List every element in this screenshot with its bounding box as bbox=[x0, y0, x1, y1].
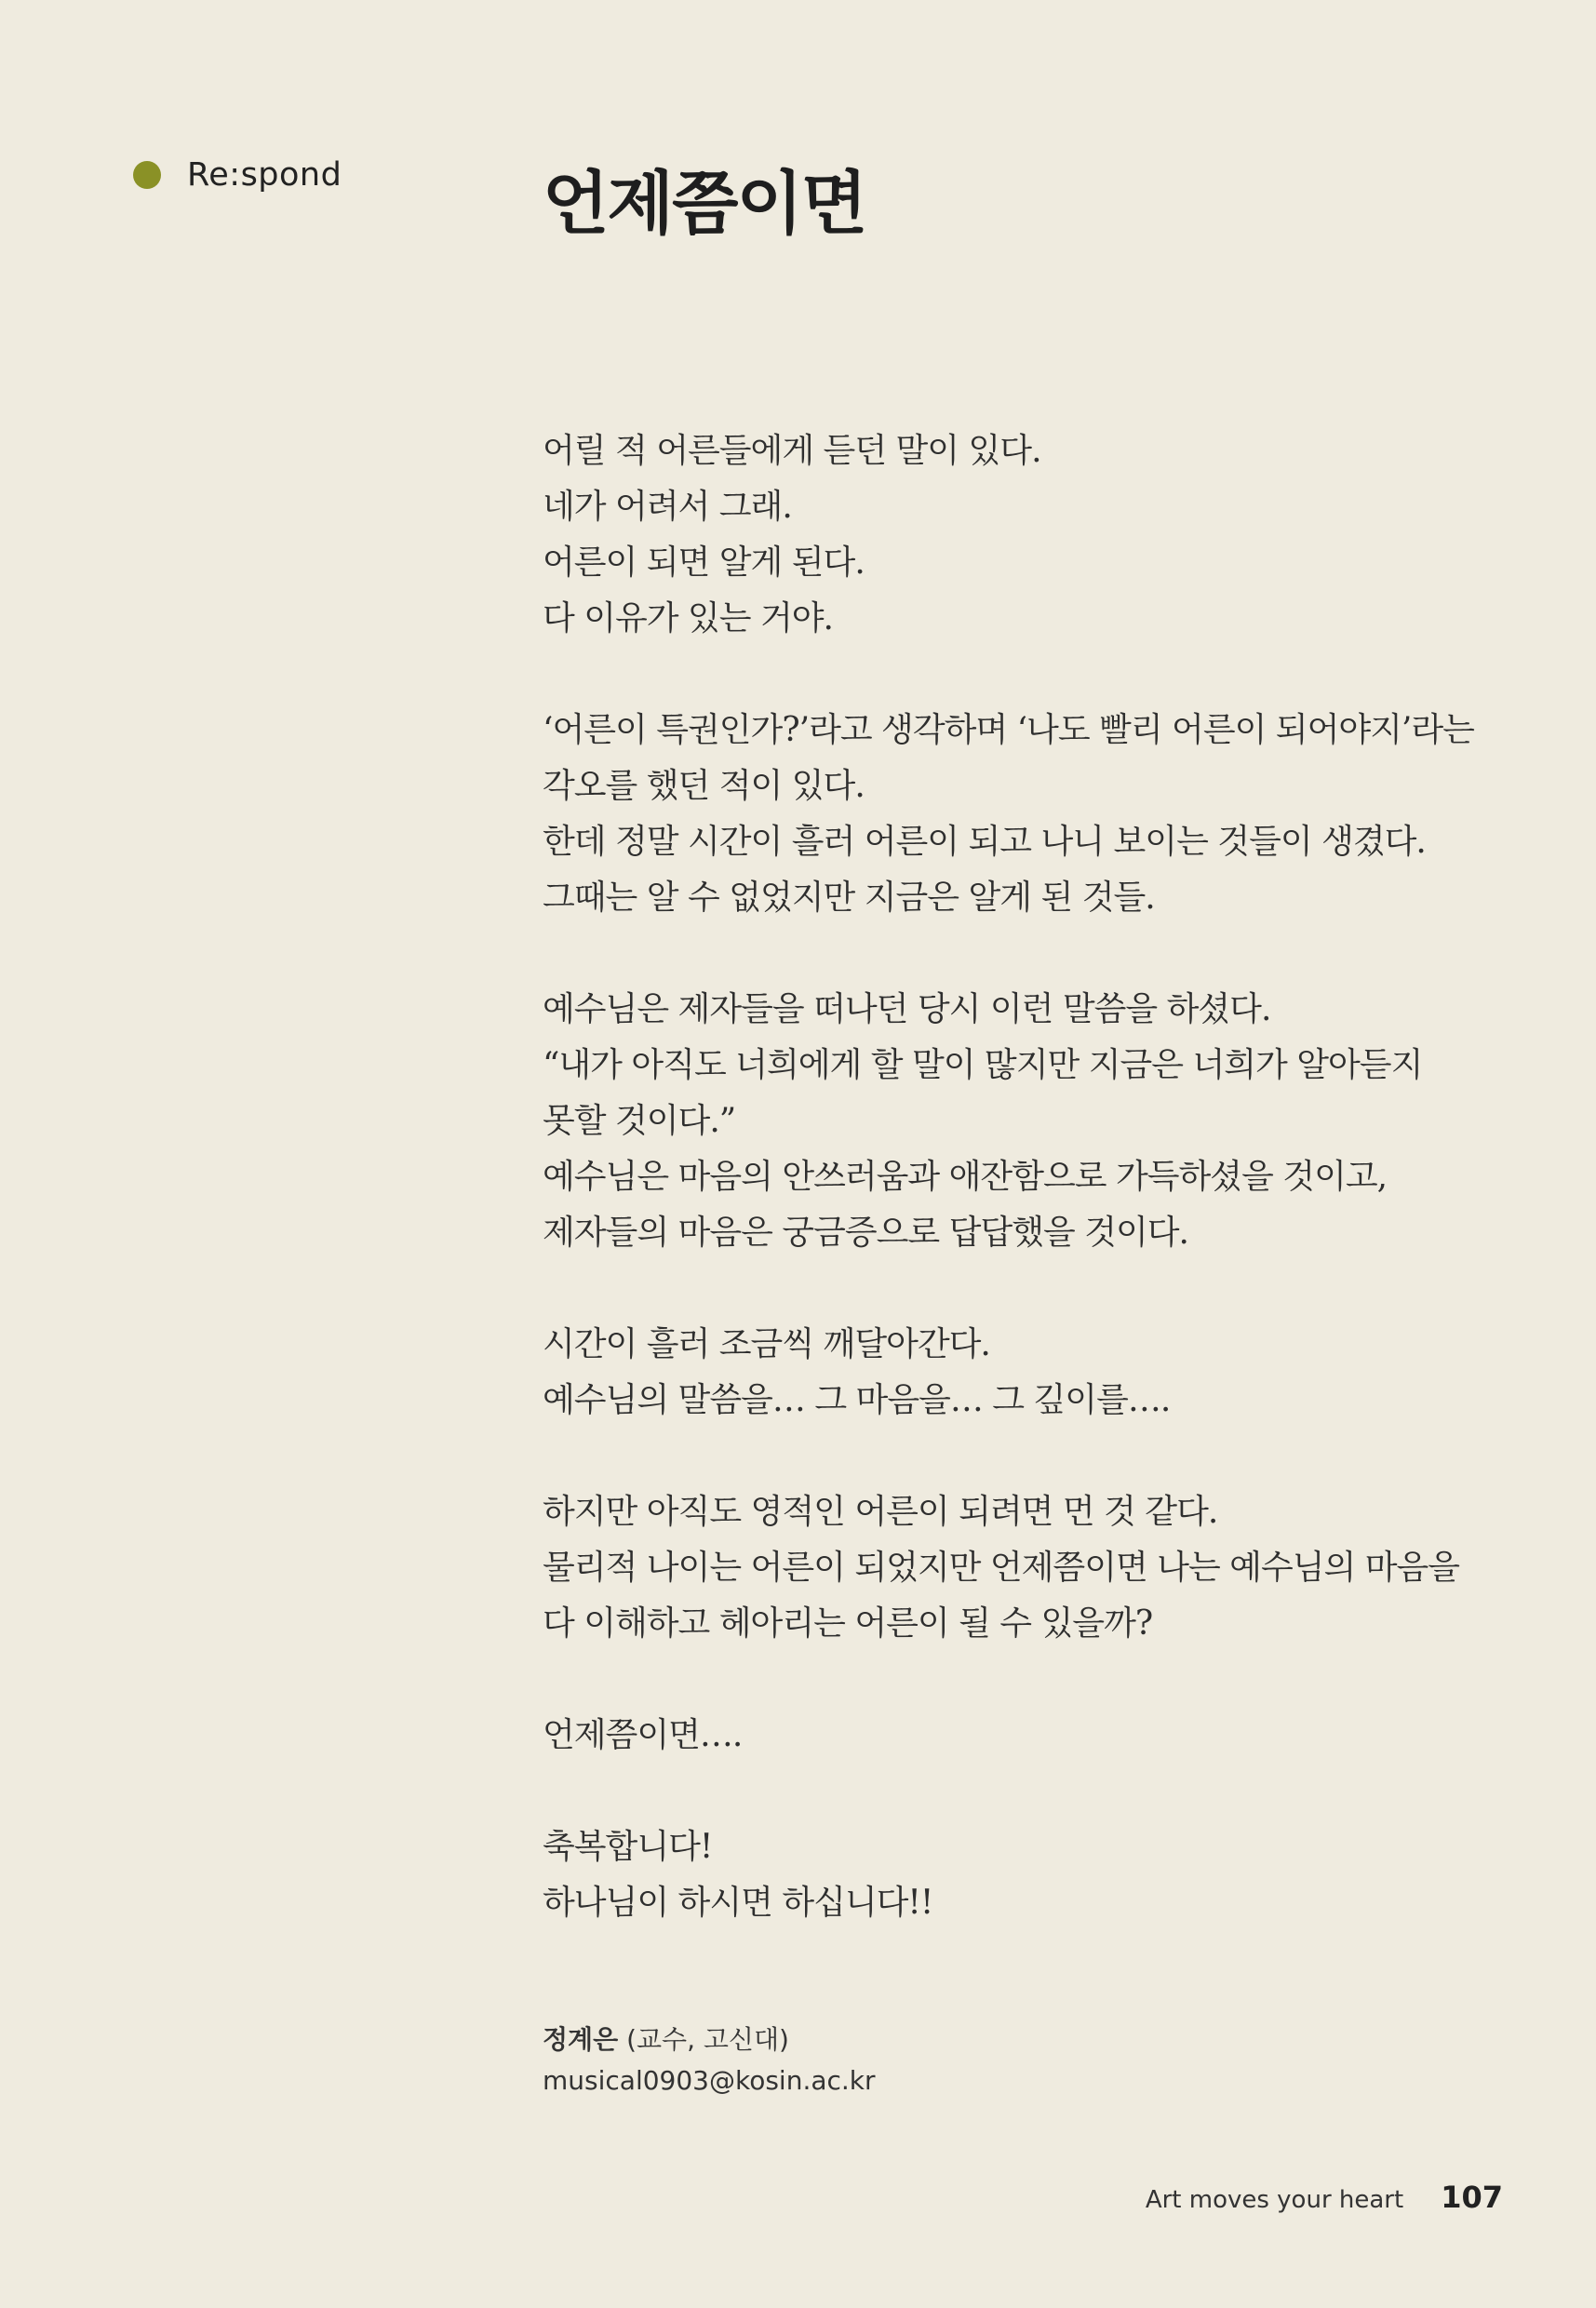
paragraph bbox=[543, 982, 1473, 1261]
text-line: 네가 어려서 그래. bbox=[543, 488, 792, 526]
paragraph bbox=[543, 703, 1473, 926]
text-line: 하나님이 하시면 하십니다!! bbox=[543, 1884, 933, 1922]
text-line: 언제쯤이면…. bbox=[543, 1716, 743, 1754]
page-footer bbox=[1146, 2180, 1503, 2215]
text-line: 축복합니다! bbox=[543, 1828, 713, 1866]
author-credit bbox=[543, 2020, 876, 2060]
text-line: 시간이 흘러 조금씩 깨달아간다. bbox=[543, 1325, 990, 1363]
paragraph bbox=[543, 423, 1473, 647]
text-line: 예수님은 제자들을 떠나던 당시 이런 말씀을 하셨다. bbox=[543, 990, 1271, 1028]
text-line: 예수님은 마음의 안쓰러움과 애잔함으로 가득하셨을 것이고, bbox=[543, 1158, 1388, 1196]
text-line: 다 이유가 있는 거야. bbox=[543, 599, 833, 637]
text-line: 어릴 적 어른들에게 듣던 말이 있다. bbox=[543, 432, 1041, 470]
author-name: 정계은 bbox=[543, 2024, 619, 2055]
text-line: 한데 정말 시간이 흘러 어른이 되고 나니 보이는 것들이 생겼다. bbox=[543, 823, 1426, 861]
text-line: “내가 아직도 너희에게 할 말이 많지만 지금은 너희가 알아듣지 bbox=[543, 1046, 1423, 1084]
text-line: 각오를 했던 적이 있다. bbox=[543, 767, 865, 805]
page-title: 언제쯤이면 bbox=[543, 164, 866, 244]
paragraph bbox=[543, 1317, 1473, 1429]
text-line: 물리적 나이는 어른이 되었지만 언제쯤이면 나는 예수님의 마음을 bbox=[543, 1549, 1460, 1587]
text-line: 어른이 되면 알게 된다. bbox=[543, 543, 865, 582]
section-name: Re:spond bbox=[187, 156, 342, 194]
paragraph bbox=[543, 1484, 1473, 1652]
text-line: ‘어른이 특권인가?’라고 생각하며 ‘나도 빨리 어른이 되어야지’라는 bbox=[543, 711, 1474, 749]
author-email: musical0903@kosin.ac.kr bbox=[543, 2065, 876, 2096]
text-line: 그때는 알 수 없었지만 지금은 알게 된 것들. bbox=[543, 879, 1155, 917]
article-body bbox=[543, 423, 1473, 1987]
section-label bbox=[133, 156, 342, 194]
text-line: 다 이해하고 헤아리는 어른이 될 수 있을까? bbox=[543, 1604, 1153, 1643]
paragraph bbox=[543, 1708, 1473, 1764]
author-affiliation: (교수, 고신대) bbox=[626, 2024, 789, 2055]
author-info bbox=[543, 2020, 876, 2101]
text-line: 하지만 아직도 영적인 어른이 되려면 먼 것 같다. bbox=[543, 1493, 1218, 1531]
text-line: 예수님의 말씀을… 그 마음을… 그 깊이를…. bbox=[543, 1381, 1171, 1419]
text-line: 제자들의 마음은 궁금증으로 답답했을 것이다. bbox=[543, 1214, 1188, 1252]
section-dot-icon bbox=[133, 161, 161, 189]
paragraph bbox=[543, 1819, 1473, 1931]
footer-tagline: Art moves your heart bbox=[1145, 2186, 1404, 2214]
text-line: 못할 것이다.” bbox=[543, 1102, 736, 1140]
page-number: 107 bbox=[1441, 2180, 1503, 2215]
